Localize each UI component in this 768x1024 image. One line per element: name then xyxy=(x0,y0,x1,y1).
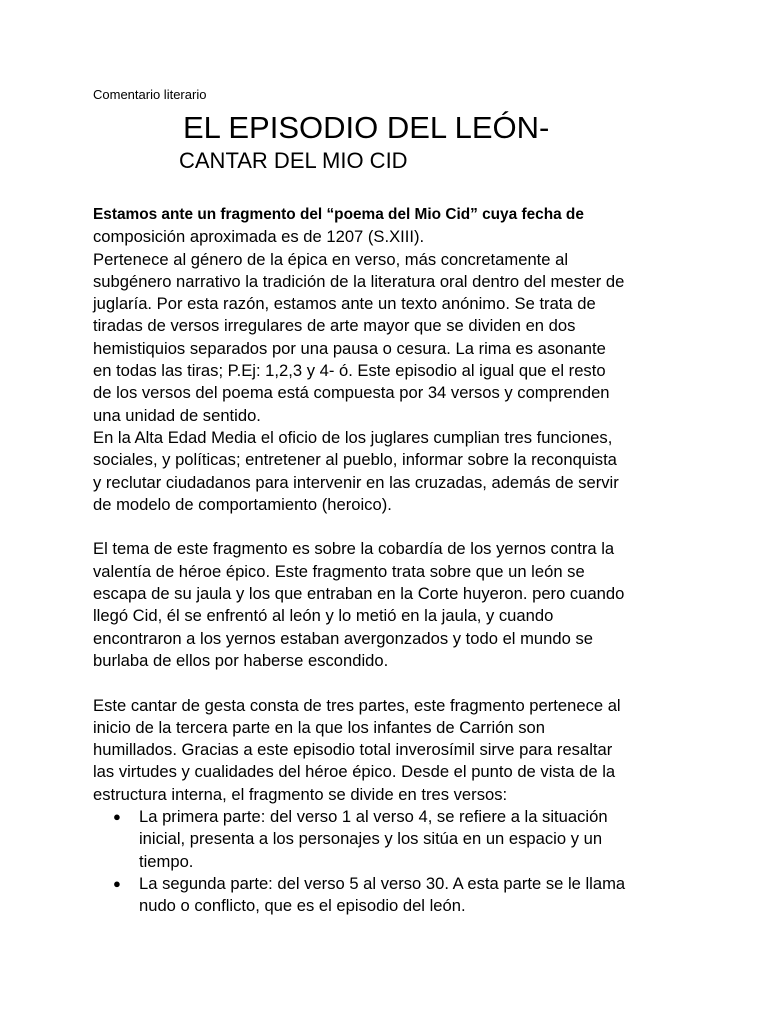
text-line: tiradas de versos irregulares de arte mayor que se dividen en dos xyxy=(93,316,576,336)
text-line: burlaba de ellos por haberse escondido. xyxy=(93,650,389,670)
text-line: valentía de héroe épico. Este fragmento trata sobre que un león se xyxy=(93,561,585,581)
page-title: EL EPISODIO DEL LEÓN- xyxy=(183,110,550,145)
text-line: estructura interna, el fragmento se divide en tres versos: xyxy=(93,784,508,804)
text-line: de modelo de comportamiento (heroico). xyxy=(93,494,392,514)
text-line: en todas las tiras; P.Ej: 1,2,3 y 4- ó. Este episodio al igual que el resto xyxy=(93,361,606,381)
text-line: juglaría. Por esta razón, estamos ante un texto anónimo. Se trata de xyxy=(93,294,596,314)
document-body xyxy=(93,204,683,918)
text-line: escapa de su jaula y los que entraban en la Corte huyeron. pero cuando xyxy=(93,584,625,604)
text-line: Estamos ante un fragmento del “poema del Mio Cid” cuya fecha de xyxy=(93,206,584,223)
bullet-list xyxy=(93,806,683,917)
theme-paragraph xyxy=(93,538,683,672)
text-line: hemistiquios separados por una pausa o cesura. La rima es asonante xyxy=(93,338,606,358)
page-subtitle: CANTAR DEL MIO CID xyxy=(179,148,408,173)
text-line: inicial, presenta a los personajes y los sitúa en un espacio y un xyxy=(139,829,603,849)
text-line: de los versos del poema está compuesta por 34 versos y comprenden xyxy=(93,383,610,403)
text-line: tiempo. xyxy=(139,851,194,871)
text-line: encontraron a los yernos estaban avergonzados y todo el mundo se xyxy=(93,628,593,648)
text-line: humillados. Gracias a este episodio total inverosímil sirve para resaltar xyxy=(93,740,613,760)
text-line: En la Alta Edad Media el oficio de los juglares cumplian tres funciones, xyxy=(93,427,613,447)
paragraph-gap xyxy=(93,672,683,694)
structure-paragraph xyxy=(93,695,683,806)
text-line: las virtudes y cualidades del héroe épico. Desde el punto de vista de la xyxy=(93,762,616,782)
document-label: Comentario literario xyxy=(93,87,207,102)
text-line: composición aproximada es de 1207 (S.XIII). xyxy=(93,227,425,247)
bullet-icon: ● xyxy=(113,809,121,825)
text-line: una unidad de sentido. xyxy=(93,405,261,425)
bullet-icon: ● xyxy=(113,875,121,891)
list-item xyxy=(93,806,683,873)
text-line: El tema de este fragmento es sobre la cobardía de los yernos contra la xyxy=(93,539,615,559)
intro-paragraph xyxy=(93,204,683,516)
text-line: sociales, y políticas; entretener al pueblo, informar sobre la reconquista xyxy=(93,450,617,470)
text-line: y reclutar ciudadanos para intervenir en las cruzadas, además de servir xyxy=(93,472,619,492)
text-line: Este cantar de gesta consta de tres partes, este fragmento pertenece al xyxy=(93,695,621,715)
text-line: La segunda parte: del verso 5 al verso 30. A esta parte se le llama xyxy=(139,873,626,893)
text-line: llegó Cid, él se enfrentó al león y lo metió en la jaula, y cuando xyxy=(93,606,554,626)
text-line: Pertenece al género de la épica en verso, más concretamente al xyxy=(93,249,569,269)
text-line: inicio de la tercera parte en la que los infantes de Carrión son xyxy=(93,717,545,737)
paragraph-gap xyxy=(93,516,683,538)
text-line: nudo o conflicto, que es el episodio del león. xyxy=(139,896,466,916)
text-line: La primera parte: del verso 1 al verso 4, se refiere a la situación xyxy=(139,807,608,827)
list-item xyxy=(93,873,683,918)
text-line: subgénero narrativo la tradición de la literatura oral dentro del mester de xyxy=(93,271,625,291)
